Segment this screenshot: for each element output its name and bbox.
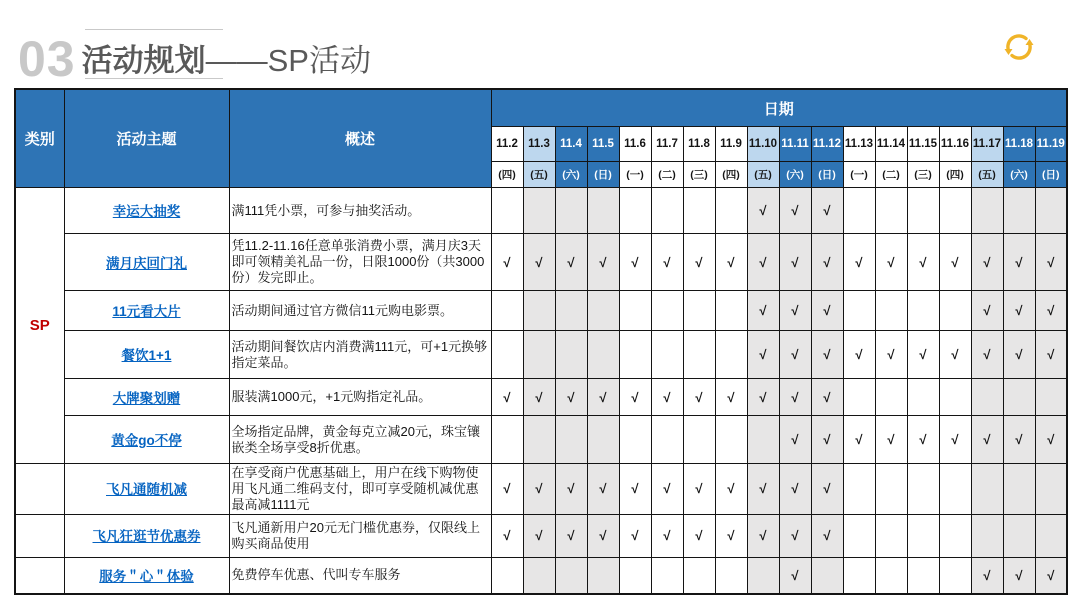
- header-theme: 活动主题: [64, 89, 229, 188]
- check-cell-empty: [587, 331, 619, 379]
- table-row: [15, 188, 1067, 234]
- weekday-header-11.6: (一): [619, 162, 651, 188]
- check-cell-empty: [1035, 464, 1067, 515]
- theme-link[interactable]: 服务＂心＂体验: [99, 568, 194, 584]
- weekday-header-11.4: (六): [555, 162, 587, 188]
- date-header-11.2: 11.2: [491, 127, 523, 162]
- check-cell-empty: [651, 331, 683, 379]
- check-cell-empty: [555, 331, 587, 379]
- check-cell-checked: √: [811, 379, 843, 416]
- weekday-header-11.12: (日): [811, 162, 843, 188]
- date-header-11.19: 11.19: [1035, 127, 1067, 162]
- date-header-11.15: 11.15: [907, 127, 939, 162]
- header-summary: 概述: [229, 89, 491, 188]
- page-title-main: 活动规划: [81, 43, 206, 79]
- check-cell-checked: √: [555, 514, 587, 557]
- check-cell-checked: √: [1035, 291, 1067, 331]
- check-cell-empty: [587, 416, 619, 464]
- check-cell-checked: √: [523, 514, 555, 557]
- theme-cell: [64, 416, 229, 464]
- check-cell-empty: [971, 379, 1003, 416]
- check-cell-checked: √: [715, 514, 747, 557]
- check-cell-empty: [523, 416, 555, 464]
- check-cell-checked: √: [683, 234, 715, 291]
- date-header-11.18: 11.18: [1003, 127, 1035, 162]
- check-cell-empty: [683, 331, 715, 379]
- check-cell-empty: [715, 416, 747, 464]
- check-cell-empty: [1003, 464, 1035, 515]
- check-cell-empty: [491, 416, 523, 464]
- check-cell-checked: √: [843, 416, 875, 464]
- check-cell-empty: [715, 557, 747, 594]
- check-cell-checked: √: [619, 234, 651, 291]
- activity-schedule-table: [14, 88, 1068, 595]
- check-cell-empty: [491, 557, 523, 594]
- date-header-11.10: 11.10: [747, 127, 779, 162]
- check-cell-checked: √: [907, 416, 939, 464]
- theme-link[interactable]: 幸运大抽奖: [112, 204, 181, 219]
- weekday-header-11.17: (五): [971, 162, 1003, 188]
- check-cell-checked: √: [971, 416, 1003, 464]
- check-cell-checked: √: [587, 464, 619, 515]
- date-header-11.12: 11.12: [811, 127, 843, 162]
- check-cell-empty: [1035, 188, 1067, 234]
- check-cell-checked: √: [1035, 416, 1067, 464]
- date-header-11.11: 11.11: [779, 127, 811, 162]
- check-cell-checked: √: [939, 234, 971, 291]
- check-cell-empty: [651, 188, 683, 234]
- check-cell-checked: √: [747, 291, 779, 331]
- check-cell-empty: [747, 416, 779, 464]
- check-cell-checked: √: [491, 464, 523, 515]
- check-cell-checked: √: [779, 464, 811, 515]
- check-cell-checked: √: [523, 379, 555, 416]
- check-cell-empty: [811, 557, 843, 594]
- summary-cell: 在享受商户优惠基础上，用户在线下购物使用飞凡通二维码支付，即可享受随机减优惠最高减1111元: [229, 464, 491, 515]
- summary-cell: 飞凡通新用户20元无门槛优惠券，仅限线上购买商品使用: [229, 514, 491, 557]
- check-cell-checked: √: [779, 416, 811, 464]
- check-cell-checked: √: [971, 234, 1003, 291]
- check-cell-empty: [491, 291, 523, 331]
- check-cell-checked: √: [491, 514, 523, 557]
- table-row: [15, 291, 1067, 331]
- check-cell-empty: [715, 331, 747, 379]
- check-cell-checked: √: [1035, 331, 1067, 379]
- check-cell-empty: [907, 188, 939, 234]
- theme-cell: [64, 331, 229, 379]
- check-cell-checked: √: [939, 416, 971, 464]
- page-title-sub: ——SP活动: [205, 43, 371, 79]
- date-header-11.6: 11.6: [619, 127, 651, 162]
- check-cell-checked: √: [491, 234, 523, 291]
- check-cell-checked: √: [875, 331, 907, 379]
- check-cell-empty: [939, 379, 971, 416]
- check-cell-empty: [587, 557, 619, 594]
- check-cell-empty: [587, 291, 619, 331]
- check-cell-checked: √: [971, 557, 1003, 594]
- table-row: [15, 557, 1067, 594]
- check-cell-checked: √: [779, 514, 811, 557]
- check-cell-empty: [555, 188, 587, 234]
- weekday-header-11.10: (五): [747, 162, 779, 188]
- theme-link[interactable]: 11元看大片: [112, 304, 181, 319]
- check-cell-checked: √: [779, 291, 811, 331]
- check-cell-empty: [939, 514, 971, 557]
- check-cell-empty: [971, 464, 1003, 515]
- check-cell-empty: [555, 557, 587, 594]
- check-cell-empty: [843, 379, 875, 416]
- theme-cell: [64, 514, 229, 557]
- check-cell-checked: √: [971, 331, 1003, 379]
- check-cell-checked: √: [1003, 416, 1035, 464]
- check-cell-checked: √: [651, 234, 683, 291]
- check-cell-empty: [651, 557, 683, 594]
- check-cell-empty: [683, 557, 715, 594]
- check-cell-checked: √: [683, 514, 715, 557]
- check-cell-empty: [875, 379, 907, 416]
- theme-cell: [64, 234, 229, 291]
- weekday-header-11.3: (五): [523, 162, 555, 188]
- theme-link[interactable]: 黄金go不停: [111, 433, 182, 448]
- weekday-header-11.8: (三): [683, 162, 715, 188]
- theme-link[interactable]: 大牌聚划赠: [112, 390, 181, 406]
- check-cell-checked: √: [779, 188, 811, 234]
- table-row: [15, 379, 1067, 416]
- summary-cell: 全场指定品牌，黄金每克立减20元，珠宝镶嵌类全场享受8折优惠。: [229, 416, 491, 464]
- check-cell-empty: [651, 291, 683, 331]
- check-cell-checked: √: [651, 464, 683, 515]
- category-cell-empty: [15, 514, 64, 557]
- check-cell-checked: √: [491, 379, 523, 416]
- check-cell-checked: √: [907, 234, 939, 291]
- date-header-11.13: 11.13: [843, 127, 875, 162]
- theme-cell: [64, 464, 229, 515]
- check-cell-empty: [875, 291, 907, 331]
- check-cell-checked: √: [555, 464, 587, 515]
- check-cell-empty: [651, 416, 683, 464]
- check-cell-checked: √: [555, 234, 587, 291]
- check-cell-checked: √: [875, 416, 907, 464]
- check-cell-checked: √: [715, 379, 747, 416]
- weekday-header-11.7: (二): [651, 162, 683, 188]
- check-cell-checked: √: [779, 234, 811, 291]
- check-cell-empty: [747, 557, 779, 594]
- check-cell-empty: [939, 557, 971, 594]
- check-cell-empty: [619, 291, 651, 331]
- check-cell-checked: √: [1003, 557, 1035, 594]
- check-cell-empty: [971, 188, 1003, 234]
- check-cell-checked: √: [619, 379, 651, 416]
- check-cell-empty: [843, 514, 875, 557]
- check-cell-checked: √: [523, 234, 555, 291]
- theme-cell: [64, 557, 229, 594]
- check-cell-checked: √: [587, 379, 619, 416]
- theme-link[interactable]: 飞凡通随机减: [106, 482, 187, 498]
- check-cell-checked: √: [1003, 234, 1035, 291]
- check-cell-empty: [523, 331, 555, 379]
- summary-cell: 满111凭小票，可参与抽奖活动。: [229, 188, 491, 234]
- check-cell-empty: [843, 188, 875, 234]
- check-cell-empty: [715, 291, 747, 331]
- check-cell-empty: [587, 188, 619, 234]
- check-cell-empty: [843, 291, 875, 331]
- weekday-header-11.14: (二): [875, 162, 907, 188]
- check-cell-checked: √: [811, 331, 843, 379]
- check-cell-checked: √: [1003, 331, 1035, 379]
- check-cell-empty: [875, 464, 907, 515]
- check-cell-empty: [875, 188, 907, 234]
- check-cell-empty: [555, 291, 587, 331]
- check-cell-empty: [523, 188, 555, 234]
- check-cell-empty: [907, 291, 939, 331]
- check-cell-checked: √: [651, 514, 683, 557]
- theme-cell: [64, 188, 229, 234]
- date-header-11.16: 11.16: [939, 127, 971, 162]
- check-cell-checked: √: [971, 291, 1003, 331]
- check-cell-empty: [715, 188, 747, 234]
- check-cell-checked: √: [1035, 234, 1067, 291]
- date-header-11.5: 11.5: [587, 127, 619, 162]
- check-cell-checked: √: [747, 234, 779, 291]
- table-row: [15, 331, 1067, 379]
- check-cell-empty: [907, 464, 939, 515]
- date-header-11.8: 11.8: [683, 127, 715, 162]
- check-cell-checked: √: [843, 331, 875, 379]
- check-cell-empty: [523, 291, 555, 331]
- date-header-11.4: 11.4: [555, 127, 587, 162]
- theme-link[interactable]: 满月庆回门礼: [106, 255, 187, 271]
- check-cell-checked: √: [747, 379, 779, 416]
- weekday-header-11.5: (日): [587, 162, 619, 188]
- table-row: [15, 464, 1067, 515]
- slide-header: [18, 24, 371, 87]
- check-cell-checked: √: [587, 514, 619, 557]
- check-cell-empty: [491, 188, 523, 234]
- weekday-header-11.13: (一): [843, 162, 875, 188]
- category-cell-empty: [15, 464, 64, 515]
- check-cell-empty: [619, 557, 651, 594]
- check-cell-empty: [1003, 188, 1035, 234]
- check-cell-checked: √: [811, 464, 843, 515]
- summary-cell: 凭11.2-11.16任意单张消费小票，满月庆3天即可领精美礼品一份，日限1000份（共3000份）发完即止。: [229, 234, 491, 291]
- check-cell-checked: √: [811, 188, 843, 234]
- date-header-11.14: 11.14: [875, 127, 907, 162]
- check-cell-empty: [939, 188, 971, 234]
- weekday-header-11.16: (四): [939, 162, 971, 188]
- header-date: 日期: [491, 89, 1067, 127]
- check-cell-empty: [619, 416, 651, 464]
- check-cell-empty: [683, 291, 715, 331]
- check-cell-empty: [907, 379, 939, 416]
- slide-number: 03: [18, 31, 76, 87]
- check-cell-checked: √: [811, 514, 843, 557]
- check-cell-checked: √: [747, 464, 779, 515]
- date-header-11.17: 11.17: [971, 127, 1003, 162]
- summary-cell: 服装满1000元，+1元购指定礼品。: [229, 379, 491, 416]
- check-cell-checked: √: [747, 514, 779, 557]
- check-cell-checked: √: [683, 379, 715, 416]
- weekday-header-11.15: (三): [907, 162, 939, 188]
- check-cell-empty: [907, 557, 939, 594]
- check-cell-checked: √: [811, 416, 843, 464]
- check-cell-empty: [907, 514, 939, 557]
- check-cell-checked: √: [1035, 557, 1067, 594]
- check-cell-checked: √: [779, 379, 811, 416]
- weekday-header-11.19: (日): [1035, 162, 1067, 188]
- check-cell-checked: √: [619, 514, 651, 557]
- date-header-11.9: 11.9: [715, 127, 747, 162]
- check-cell-empty: [939, 291, 971, 331]
- weekday-header-11.18: (六): [1003, 162, 1035, 188]
- theme-cell: [64, 379, 229, 416]
- check-cell-checked: √: [843, 234, 875, 291]
- check-cell-empty: [971, 514, 1003, 557]
- check-cell-checked: √: [811, 291, 843, 331]
- summary-cell: 活动期间通过官方微信11元购电影票。: [229, 291, 491, 331]
- page-title: [82, 39, 371, 84]
- check-cell-empty: [683, 188, 715, 234]
- check-cell-empty: [683, 416, 715, 464]
- check-cell-empty: [875, 514, 907, 557]
- check-cell-checked: √: [1003, 291, 1035, 331]
- theme-link[interactable]: 餐饮1+1: [121, 348, 172, 363]
- table-row: [15, 416, 1067, 464]
- category-cell-empty: [15, 557, 64, 594]
- check-cell-checked: √: [779, 557, 811, 594]
- check-cell-checked: √: [811, 234, 843, 291]
- check-cell-empty: [523, 557, 555, 594]
- header-category: 类别: [15, 89, 64, 188]
- table-row: [15, 234, 1067, 291]
- check-cell-checked: √: [747, 331, 779, 379]
- check-cell-empty: [491, 331, 523, 379]
- summary-cell: 活动期间餐饮店内消费满111元，可+1元换够指定菜品。: [229, 331, 491, 379]
- check-cell-empty: [555, 416, 587, 464]
- check-cell-empty: [1035, 514, 1067, 557]
- check-cell-checked: √: [779, 331, 811, 379]
- check-cell-empty: [843, 557, 875, 594]
- table-row: [15, 514, 1067, 557]
- check-cell-checked: √: [523, 464, 555, 515]
- check-cell-checked: √: [747, 188, 779, 234]
- check-cell-checked: √: [907, 331, 939, 379]
- check-cell-empty: [843, 464, 875, 515]
- refresh-sync-icon: [1000, 28, 1038, 66]
- theme-cell: [64, 291, 229, 331]
- summary-cell: 免费停车优惠、代叫专车服务: [229, 557, 491, 594]
- weekday-header-11.9: (四): [715, 162, 747, 188]
- check-cell-empty: [619, 188, 651, 234]
- check-cell-empty: [1003, 379, 1035, 416]
- check-cell-empty: [939, 464, 971, 515]
- weekday-header-11.11: (六): [779, 162, 811, 188]
- date-header-11.7: 11.7: [651, 127, 683, 162]
- check-cell-checked: √: [651, 379, 683, 416]
- check-cell-empty: [875, 557, 907, 594]
- weekday-header-11.2: (四): [491, 162, 523, 188]
- check-cell-checked: √: [939, 331, 971, 379]
- check-cell-checked: √: [555, 379, 587, 416]
- check-cell-checked: √: [875, 234, 907, 291]
- check-cell-empty: [619, 331, 651, 379]
- check-cell-empty: [1035, 379, 1067, 416]
- check-cell-checked: √: [715, 464, 747, 515]
- theme-link[interactable]: 飞凡狂逛节优惠券: [92, 529, 201, 545]
- date-header-11.3: 11.3: [523, 127, 555, 162]
- check-cell-checked: √: [587, 234, 619, 291]
- check-cell-empty: [1003, 514, 1035, 557]
- check-cell-checked: √: [619, 464, 651, 515]
- check-cell-checked: √: [683, 464, 715, 515]
- check-cell-checked: √: [715, 234, 747, 291]
- category-cell-sp: SP: [15, 188, 64, 464]
